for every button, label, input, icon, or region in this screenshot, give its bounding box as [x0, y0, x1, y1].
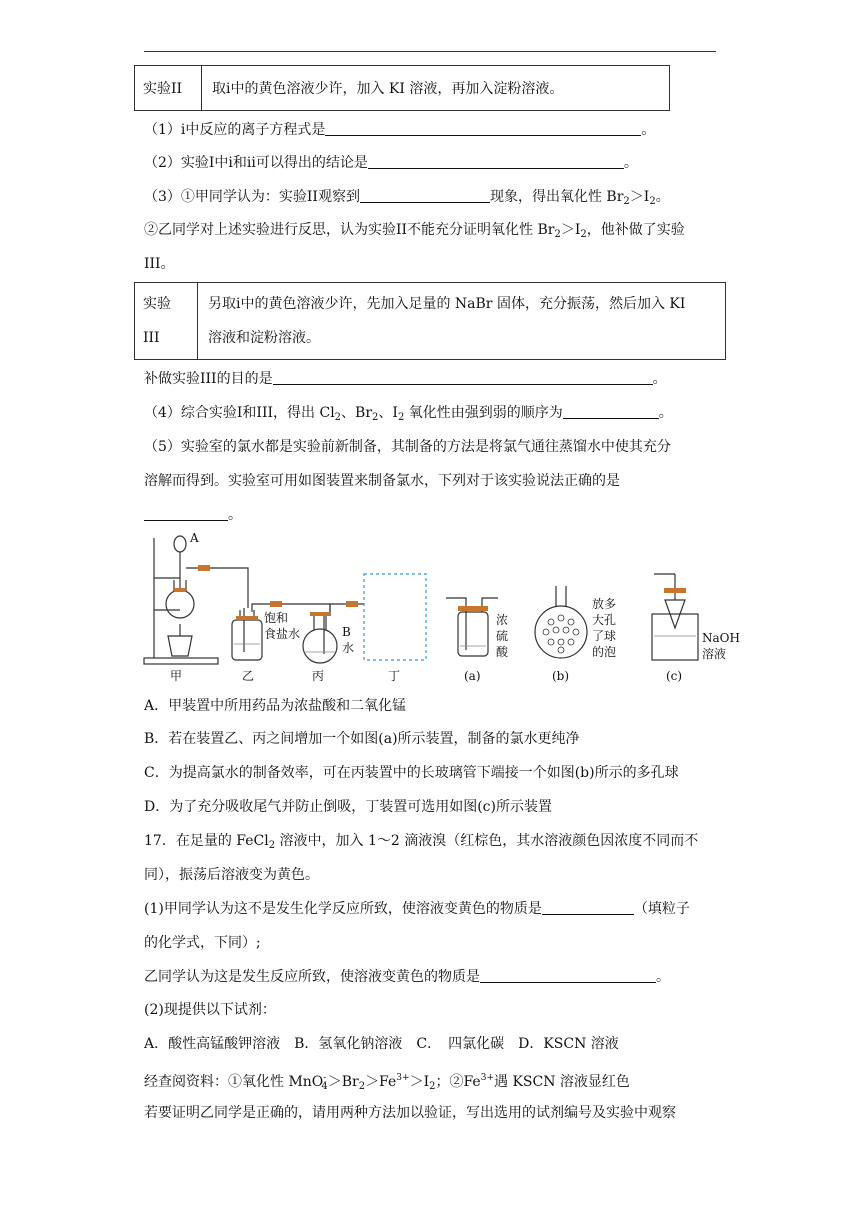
option-a: A．甲装置中所用药品为浓盐酸和二氧化锰 [144, 698, 407, 714]
label-water: 水 [342, 641, 355, 655]
label-naoh1: NaOH [702, 631, 740, 645]
last-line: 若要证明乙同学是正确的，请用两种方法加以验证，写出选用的试剂编号及实验中观察 [144, 1105, 676, 1121]
table-experiment-3 [134, 282, 726, 360]
label-ball3: 了球 [592, 629, 617, 643]
option-d: D．为了充分吸收尾气并防止倒吸，丁装置可选用如图(c)所示装置 [144, 799, 552, 815]
question-5-line3: 。 [144, 505, 242, 525]
label-salt2: 食盐水 [264, 627, 301, 641]
label-ball4: 的泡 [592, 645, 617, 659]
table-label: 实验 III [135, 283, 198, 359]
question-3a: （3）①甲同学认为：实验II观察到 现象，得出氧化性 $Br_2>I_2$。 [144, 189, 670, 207]
question-17-2: (2)现提供以下试剂： [144, 1002, 276, 1018]
question-5-line2: 溶解而得到。实验室可用如图装置来制备氯水，下列对于该实验说法正确的是 [144, 473, 620, 489]
label-acid2: 硫 [496, 629, 509, 643]
label-jia: 甲 [170, 669, 183, 683]
apparatus-figure [140, 528, 740, 688]
question-17-1-line1: (1)甲同学认为这不是发生化学反应所致，使溶液变黄色的物质是 （填粒子 [144, 901, 690, 917]
top-rule [144, 51, 716, 52]
option-c: C．为提高氯水的制备效率，可在丙装置中的长玻璃管下端接一个如图(b)所示的多孔球 [144, 765, 679, 781]
question-1: （1）i中反应的离子方程式是 。 [144, 122, 656, 138]
label-B: B [342, 625, 351, 639]
label-A: A [190, 531, 199, 545]
label-ball1: 放多 [592, 597, 617, 611]
question-17-1-line3: 乙同学认为这是发生反应所致，使溶液变黄色的物质是 。 [144, 969, 670, 985]
question-17-line2: 同），振荡后溶液变为黄色。 [144, 867, 319, 883]
option-b: B．若在装置乙、丙之间增加一个如图(a)所示装置，制备的氯水更纯净 [144, 731, 580, 747]
table-label: 实验II [135, 66, 202, 110]
table-content: 取i中的黄色溶液少许，加入 KI 溶液，再加入淀粉溶液。 [212, 81, 564, 97]
label-acid1: 浓 [496, 613, 509, 627]
label-naoh2: 溶液 [702, 647, 727, 661]
question-2: （2）实验I中i和ii可以得出的结论是 。 [144, 155, 638, 171]
question-17-line1: 17．在足量的 FeCl$_2$ 溶液中，加入 1～2 滴液溴（红棕色，其水溶液颜色因浓度不同而不 [144, 833, 699, 851]
reference-info: 经查阅资料：①氧化性 $MnO^-_4>Br_2>Fe^{3+}>I_2$；$②Fe^{3+}$遇 KSCN 溶液显红色 [144, 1073, 630, 1092]
label-ding: 丁 [388, 669, 401, 683]
label-ball2: 大孔 [592, 613, 617, 627]
label-b: (b) [552, 669, 570, 683]
label-salt1: 饱和 [264, 611, 289, 625]
label-a: (a) [464, 669, 481, 683]
table-experiment-2 [134, 65, 670, 111]
question-3b-cont: III。 [144, 256, 175, 272]
question-3c: 补做实验III的目的是 。 [144, 371, 667, 387]
label-c: (c) [666, 669, 683, 683]
label-acid3: 酸 [496, 645, 509, 659]
question-17-1-line2: 的化学式，下同）; [144, 935, 261, 951]
label-yi: 乙 [242, 669, 255, 683]
question-5-line1: （5）实验室的氯水都是实验前新制备，其制备的方法是将氯气通往蒸馏水中使其充分 [144, 439, 671, 455]
table-content: 另取i中的黄色溶液少许，先加入足量的 NaBr 固体，充分振荡，然后加入 KI 溶液和淀粉溶液。 [208, 296, 686, 346]
question-3b: ②乙同学对上述实验进行反思，认为实验II不能充分证明氧化性 $Br_2>I_2$，他补做了实验 [144, 222, 685, 240]
question-4: （4）综合实验I和III，得出 $Cl_2$、$Br_2$、$I_2$ 氧化性由强到弱的顺序为 。 [144, 405, 673, 423]
label-bing: 丙 [312, 669, 325, 683]
reagent-list: A．酸性高锰酸钾溶液 B．氢氧化钠溶液 C． 四氯化碳 D．KSCN 溶液 [144, 1036, 619, 1052]
